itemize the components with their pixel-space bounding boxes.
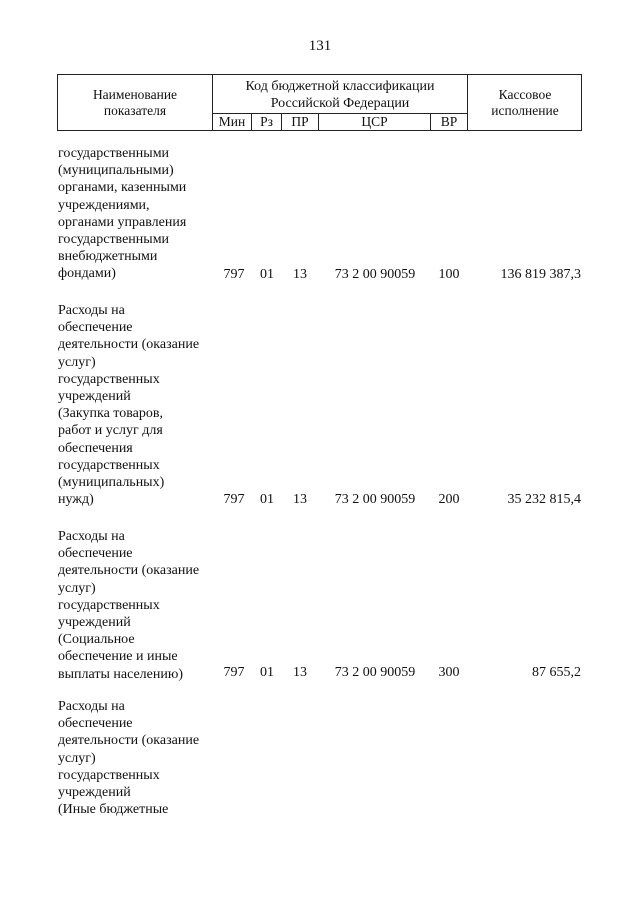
row-vr: 200 (438, 492, 460, 507)
row-name: государственными (муниципальными) органами, казенными учреждениями, органами управления государственными внебюджетными фондами) (58, 146, 187, 282)
page-number: 131 (308, 38, 332, 54)
row-csr: 73 2 00 90059 (334, 492, 416, 507)
row-csr: 73 2 00 90059 (334, 267, 416, 282)
row-vr: 100 (438, 267, 460, 282)
row-name: Расходы на обеспечение деятельности (оказание услуг) государственных учреждений (Иные бюджетные (58, 699, 200, 818)
row-name: Расходы на обеспечение деятельности (оказание услуг) государственных учреждений (Закупка товаров, работ и услуг для обеспечения государственных (муниципальных) нужд) (58, 303, 200, 508)
header-pr: ПР (291, 114, 309, 129)
row-sum: 87 655,2 (532, 665, 581, 680)
row-min: 797 (223, 492, 245, 507)
header-vr: ВР (440, 114, 458, 129)
row-rz: 01 (260, 665, 274, 680)
row-vr: 300 (438, 665, 460, 680)
row-min: 797 (223, 267, 245, 282)
header-name-column: Наименование показателя (92, 87, 178, 118)
row-sum: 136 819 387,3 (500, 267, 581, 282)
row-sum: 35 232 815,4 (507, 492, 581, 507)
header-min: Мин (218, 114, 246, 129)
row-rz: 01 (260, 492, 274, 507)
row-min: 797 (223, 665, 245, 680)
header-rz: Рз (260, 114, 273, 129)
row-pr: 13 (293, 665, 307, 680)
row-name: Расходы на обеспечение деятельности (оказание услуг) государственных учреждений (Социальное обеспечение и иные выплаты населению) (58, 529, 200, 682)
row-rz: 01 (260, 267, 274, 282)
header-code-group: Код бюджетной классификации Российской Федерации (245, 79, 435, 111)
row-csr: 73 2 00 90059 (334, 665, 416, 680)
header-csr: ЦСР (361, 114, 388, 129)
row-pr: 13 (293, 267, 307, 282)
row-pr: 13 (293, 492, 307, 507)
header-execution-column: Кассовое исполнение (491, 87, 559, 118)
